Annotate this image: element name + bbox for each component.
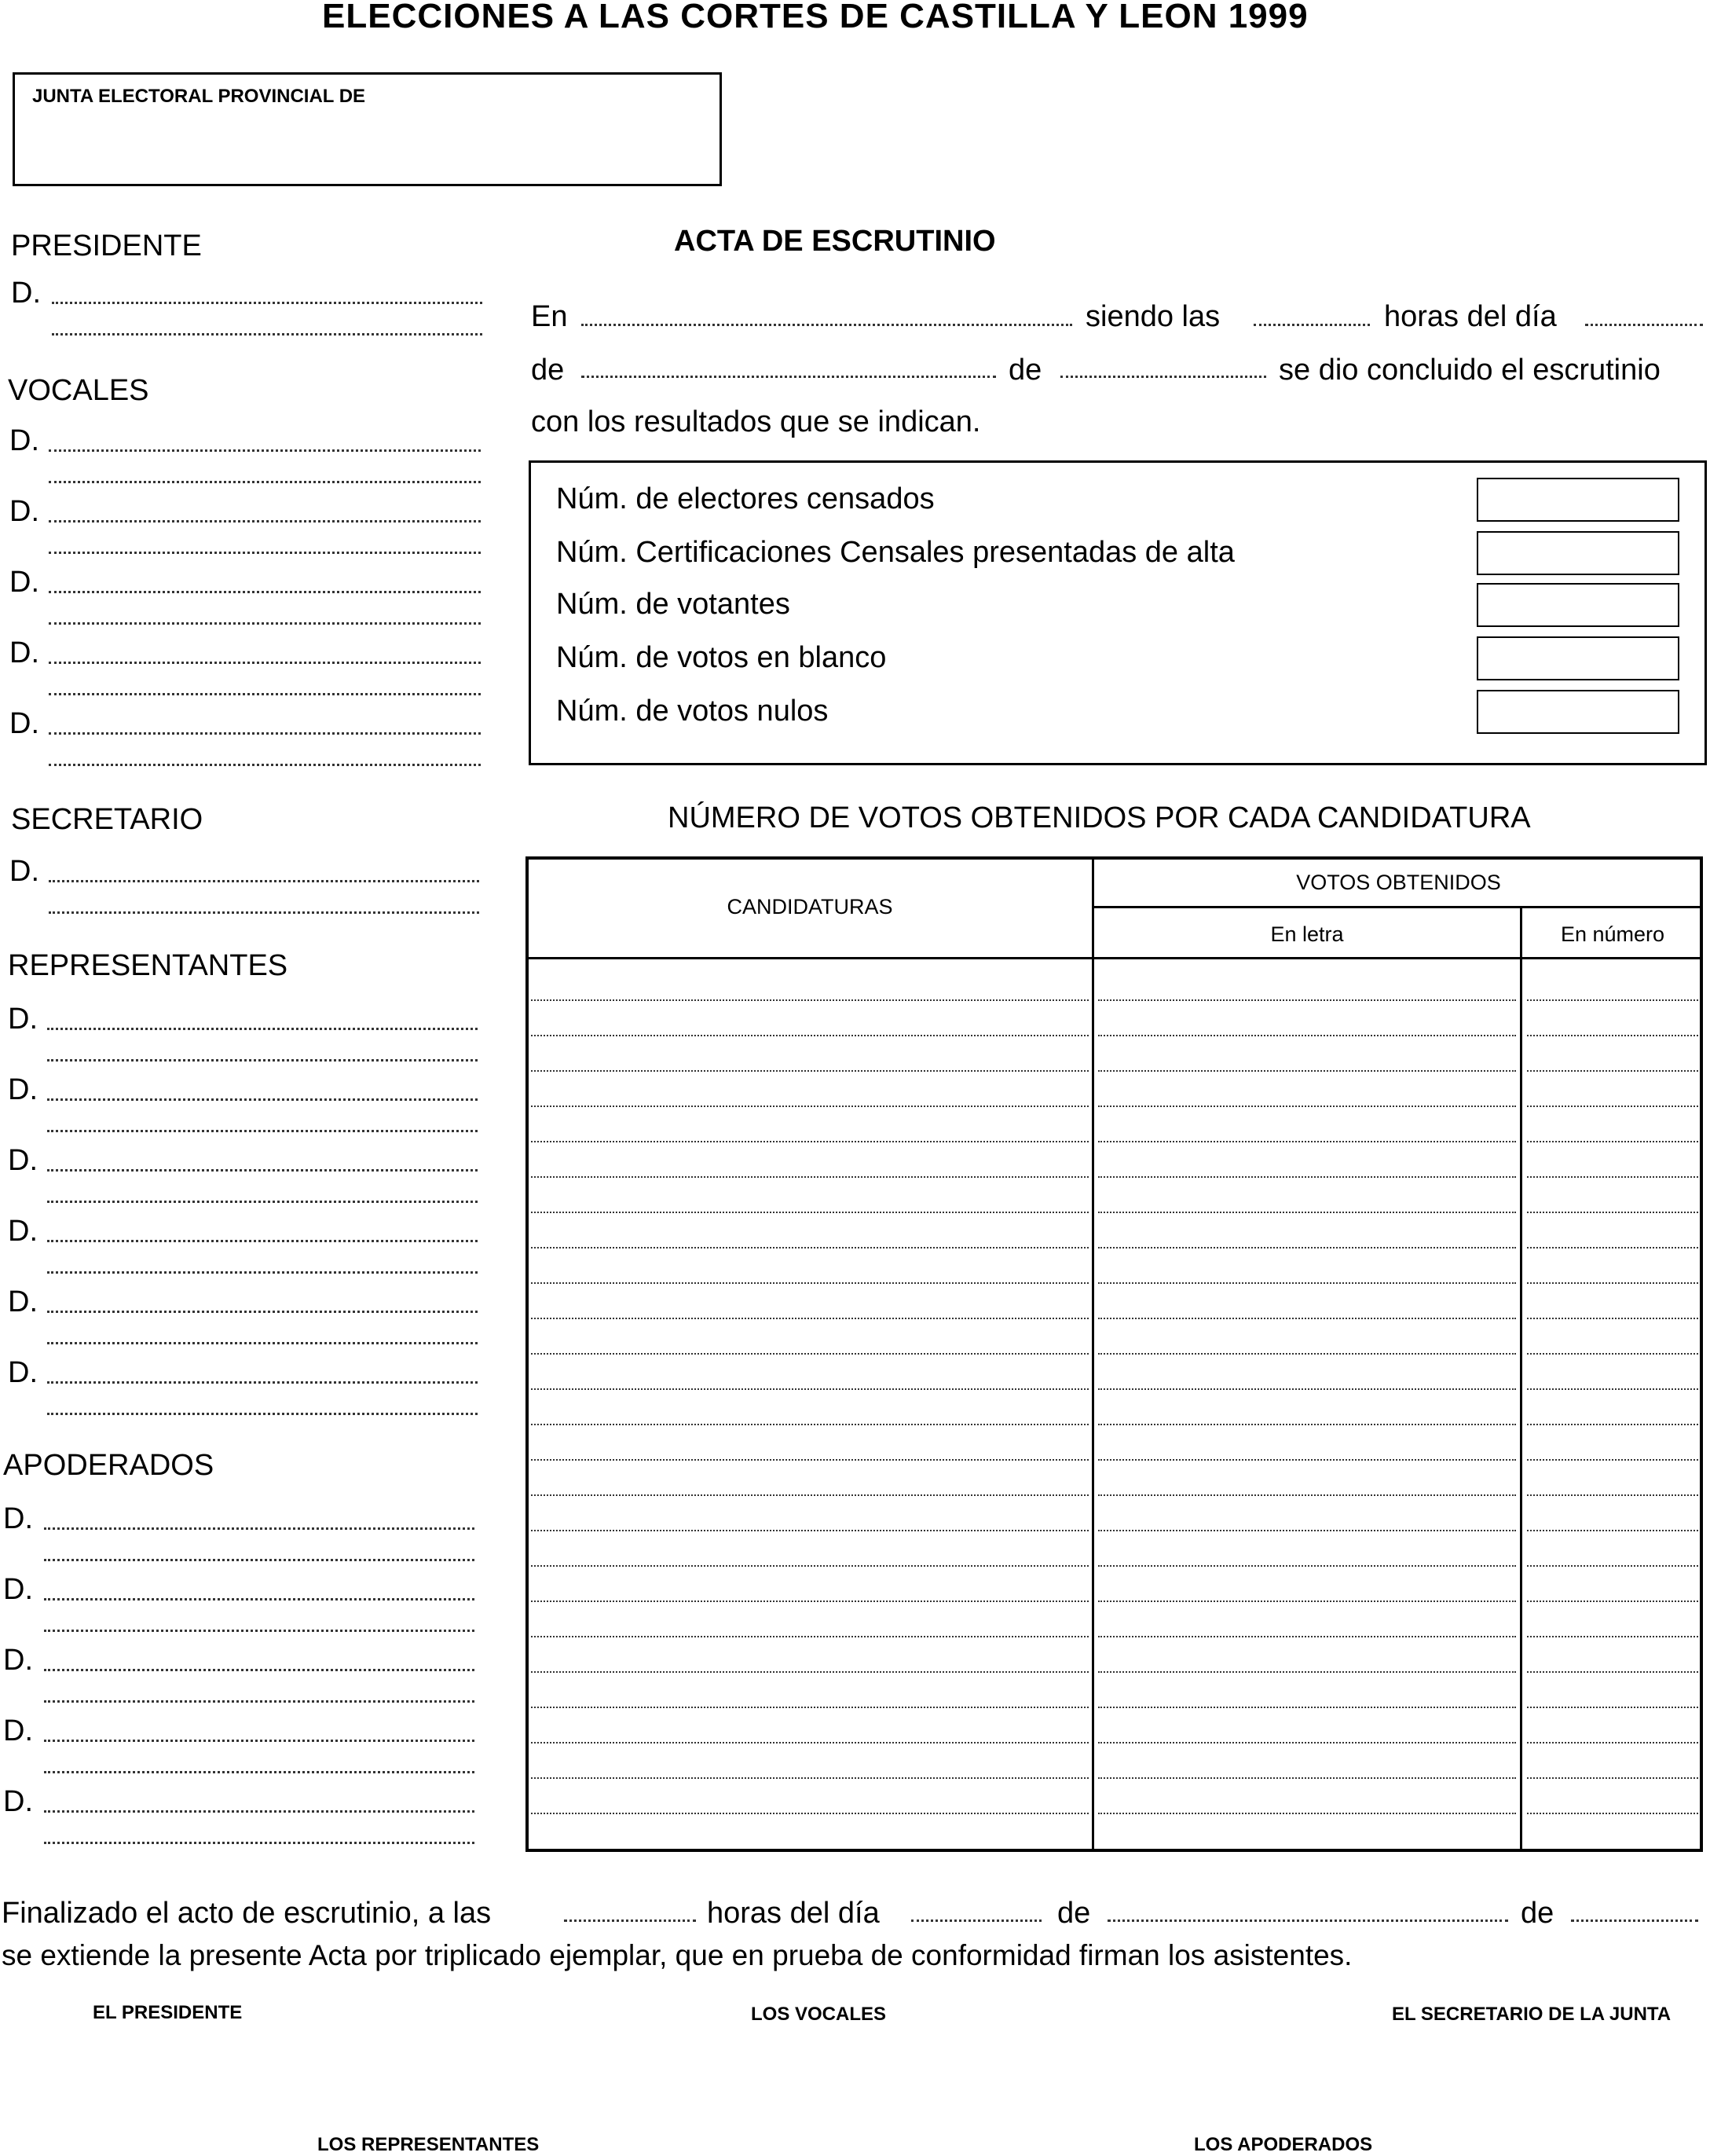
apoderados-heading: APODERADOS [3, 1449, 214, 1482]
votos-numero-field[interactable] [1527, 1565, 1698, 1567]
signature-vocales-label: LOS VOCALES [751, 2004, 887, 2025]
votos-letra-field[interactable] [1098, 1600, 1516, 1602]
signature-secretario-label: EL SECRETARIO DE LA JUNTA [1392, 2004, 1672, 2025]
votos-letra-field[interactable] [1098, 1247, 1516, 1248]
vocal-d-label: D. [9, 636, 39, 669]
footer-finalizado-label: Finalizado el acto de escrutinio, a las [2, 1897, 492, 1930]
votos-letra-field[interactable] [1098, 1671, 1516, 1673]
votos-letra-field[interactable] [1098, 1141, 1516, 1142]
votos-numero-field[interactable] [1527, 1424, 1698, 1425]
votos-letra-field[interactable] [1098, 1742, 1516, 1744]
apoderado-name-field[interactable] [44, 1527, 474, 1530]
representante-name-continuation[interactable] [47, 1059, 478, 1062]
candidatura-row-field[interactable] [531, 1212, 1089, 1213]
vocal-name-field[interactable] [49, 591, 481, 593]
votos-letra-field[interactable] [1098, 1282, 1516, 1284]
col-letra-header: En letra [1270, 922, 1344, 946]
votos-letra-field[interactable] [1098, 1530, 1516, 1531]
acta-month-field[interactable] [581, 376, 996, 378]
presidente-heading: PRESIDENTE [11, 229, 202, 262]
candidatura-row-field[interactable] [531, 1671, 1089, 1673]
representante-name-field[interactable] [47, 1240, 478, 1242]
apoderado-name-field[interactable] [44, 1669, 474, 1671]
candidatura-row-field[interactable] [531, 1141, 1089, 1142]
votos-letra-field[interactable] [1098, 1813, 1516, 1814]
count-label: Núm. de votos nulos [556, 695, 829, 728]
candidatura-row-field[interactable] [531, 1388, 1089, 1390]
votos-letra-field[interactable] [1098, 1212, 1516, 1213]
votos-letra-field[interactable] [1098, 1388, 1516, 1390]
candidatura-row-field[interactable] [531, 1035, 1089, 1036]
votos-numero-field[interactable] [1527, 1070, 1698, 1072]
representante-name-field[interactable] [47, 1311, 478, 1313]
votos-letra-field[interactable] [1098, 1707, 1516, 1708]
votos-numero-field[interactable] [1527, 1282, 1698, 1284]
votos-numero-field[interactable] [1527, 1636, 1698, 1637]
count-label: Núm. de electores censados [556, 482, 935, 515]
document-title: ELECCIONES A LAS CORTES DE CASTILLA Y LEON 1999 [322, 0, 1309, 35]
table-header-mid-rule [1092, 906, 1703, 908]
secretario-d-label: D. [9, 855, 39, 888]
votos-letra-field[interactable] [1098, 1106, 1516, 1107]
footer-horas-label: horas del día [707, 1897, 880, 1930]
votos-numero-field[interactable] [1527, 1530, 1698, 1531]
candidatura-row-field[interactable] [531, 1070, 1089, 1072]
candidatura-row-field[interactable] [531, 999, 1089, 1001]
representante-name-continuation[interactable] [47, 1342, 478, 1344]
candidatura-row-field[interactable] [531, 1707, 1089, 1708]
representante-name-field[interactable] [47, 1028, 478, 1030]
candidatura-row-field[interactable] [531, 1106, 1089, 1107]
representante-name-continuation[interactable] [47, 1413, 478, 1415]
votos-letra-field[interactable] [1098, 1636, 1516, 1637]
representante-d-label: D. [8, 1215, 38, 1248]
votos-letra-field[interactable] [1098, 1424, 1516, 1425]
votos-numero-field[interactable] [1527, 1459, 1698, 1461]
col-votos-header: VOTOS OBTENIDOS [1296, 871, 1501, 894]
representante-name-field[interactable] [47, 1098, 478, 1101]
candidatura-row-field[interactable] [531, 1600, 1089, 1602]
candidatura-row-field[interactable] [531, 1353, 1089, 1355]
acta-year-field[interactable] [1060, 376, 1266, 378]
count-input-box[interactable] [1477, 531, 1679, 575]
acta-en-label: En [531, 300, 568, 333]
candidatura-row-field[interactable] [531, 1494, 1089, 1496]
footer-month-field[interactable] [1108, 1920, 1508, 1922]
apoderado-d-label: D. [3, 1714, 33, 1747]
candidatura-row-field[interactable] [531, 1565, 1089, 1567]
footer-line-2: se extiende la presente Acta por triplicado ejemplar, que en prueba de conformidad firman los asistentes. [2, 1939, 1353, 1971]
apoderado-name-continuation[interactable] [44, 1771, 474, 1773]
candidatura-row-field[interactable] [531, 1318, 1089, 1319]
candidatura-row-field[interactable] [531, 1742, 1089, 1744]
representante-name-field[interactable] [47, 1169, 478, 1172]
votos-letra-field[interactable] [1098, 1494, 1516, 1496]
vocal-d-label: D. [9, 566, 39, 599]
votos-letra-field[interactable] [1098, 999, 1516, 1001]
representante-name-continuation[interactable] [47, 1201, 478, 1203]
table-header-rule [525, 957, 1703, 959]
vocal-name-field[interactable] [49, 662, 481, 664]
apoderado-d-label: D. [3, 1785, 33, 1818]
votos-letra-field[interactable] [1098, 1035, 1516, 1036]
votos-letra-field[interactable] [1098, 1565, 1516, 1567]
apoderado-name-field[interactable] [44, 1810, 474, 1813]
candidatura-row-field[interactable] [531, 1636, 1089, 1637]
vocal-d-label: D. [9, 424, 39, 457]
table-divider-2 [1520, 906, 1522, 1852]
candidatura-row-field[interactable] [531, 1777, 1089, 1779]
apoderado-name-field[interactable] [44, 1598, 474, 1600]
candidatura-row-field[interactable] [531, 1530, 1089, 1531]
vocal-name-field[interactable] [49, 520, 481, 522]
presidente-d-label: D. [11, 277, 41, 310]
footer-de-label-1: de [1057, 1897, 1091, 1930]
vocal-d-label: D. [9, 707, 39, 740]
votos-letra-field[interactable] [1098, 1777, 1516, 1779]
presidente-name-continuation[interactable] [52, 333, 482, 336]
candidatura-row-field[interactable] [531, 1424, 1089, 1425]
votos-letra-field[interactable] [1098, 1070, 1516, 1072]
votos-numero-field[interactable] [1527, 1600, 1698, 1602]
votos-numero-field[interactable] [1527, 1813, 1698, 1814]
vocal-name-continuation[interactable] [49, 622, 481, 625]
acta-hour-field[interactable] [1254, 324, 1370, 326]
apoderado-d-label: D. [3, 1644, 33, 1677]
footer-day-field[interactable] [911, 1920, 1042, 1922]
representante-d-label: D. [8, 1285, 38, 1318]
apoderado-name-continuation[interactable] [44, 1842, 474, 1844]
count-label: Núm. de votos en blanco [556, 641, 887, 674]
acta-concluido-label: se dio concluido el escrutinio [1279, 354, 1661, 387]
acta-title: ACTA DE ESCRUTINIO [674, 225, 996, 258]
footer-year-field[interactable] [1571, 1920, 1698, 1922]
signature-presidente-label: EL PRESIDENTE [93, 2002, 243, 2023]
candidatura-row-field[interactable] [531, 1459, 1089, 1461]
votos-numero-field[interactable] [1527, 1388, 1698, 1390]
apoderado-name-continuation[interactable] [44, 1559, 474, 1561]
representante-d-label: D. [8, 1144, 38, 1177]
secretario-heading: SECRETARIO [11, 803, 203, 836]
presidente-name-field[interactable] [52, 302, 482, 304]
apoderado-name-field[interactable] [44, 1740, 474, 1742]
vocal-name-continuation[interactable] [49, 552, 481, 554]
junta-electoral-label: JUNTA ELECTORAL PROVINCIAL DE [32, 86, 366, 107]
vocal-name-continuation[interactable] [49, 481, 481, 483]
apoderado-name-continuation[interactable] [44, 1700, 474, 1703]
votos-numero-field[interactable] [1527, 1777, 1698, 1779]
candidatura-row-field[interactable] [531, 1282, 1089, 1284]
representante-name-field[interactable] [47, 1381, 478, 1384]
footer-hour-field[interactable] [564, 1920, 696, 1922]
secretario-name-field[interactable] [49, 880, 479, 882]
votos-numero-field[interactable] [1527, 1353, 1698, 1355]
apoderado-d-label: D. [3, 1502, 33, 1535]
count-input-box[interactable] [1477, 583, 1679, 627]
representantes-heading: REPRESENTANTES [8, 949, 288, 982]
votos-numero-field[interactable] [1527, 1106, 1698, 1107]
votos-numero-field[interactable] [1527, 1494, 1698, 1496]
votos-numero-field[interactable] [1527, 1035, 1698, 1036]
secretario-name-continuation[interactable] [49, 911, 479, 914]
votos-numero-field[interactable] [1527, 999, 1698, 1001]
count-input-box[interactable] [1477, 478, 1679, 522]
votos-numero-field[interactable] [1527, 1141, 1698, 1142]
acta-place-field[interactable] [581, 324, 1072, 326]
representante-d-label: D. [8, 1003, 38, 1036]
votos-numero-field[interactable] [1527, 1318, 1698, 1319]
vocal-d-label: D. [9, 495, 39, 528]
votos-letra-field[interactable] [1098, 1459, 1516, 1461]
vocal-name-field[interactable] [49, 449, 481, 452]
acta-line-3: con los resultados que se indican. [531, 405, 981, 438]
votes-heading: NÚMERO DE VOTOS OBTENIDOS POR CADA CANDIDATURA [668, 801, 1531, 834]
votos-numero-field[interactable] [1527, 1707, 1698, 1708]
vocal-name-field[interactable] [49, 732, 481, 735]
votos-letra-field[interactable] [1098, 1176, 1516, 1178]
count-input-box[interactable] [1477, 636, 1679, 680]
acta-day-field[interactable] [1585, 324, 1703, 326]
col-candidaturas-header: CANDIDATURAS [727, 895, 893, 918]
votos-numero-field[interactable] [1527, 1176, 1698, 1178]
junta-electoral-box[interactable] [13, 72, 722, 186]
votos-numero-field[interactable] [1527, 1671, 1698, 1673]
acta-horas-label: horas del día [1384, 300, 1557, 333]
signature-representantes-label: LOS REPRESENTANTES [317, 2134, 540, 2155]
representante-name-continuation[interactable] [47, 1271, 478, 1274]
acta-de-label-1: de [531, 354, 565, 387]
candidatura-row-field[interactable] [531, 1176, 1089, 1178]
votos-letra-field[interactable] [1098, 1318, 1516, 1319]
votos-numero-field[interactable] [1527, 1247, 1698, 1248]
vocales-heading: VOCALES [8, 374, 149, 407]
table-divider-1 [1092, 856, 1094, 1852]
count-label: Núm. Certificaciones Censales presentadas de alta [556, 536, 1235, 569]
representante-name-continuation[interactable] [47, 1130, 478, 1132]
vocal-name-continuation[interactable] [49, 693, 481, 695]
acta-de-label-2: de [1009, 354, 1042, 387]
apoderado-name-continuation[interactable] [44, 1630, 474, 1632]
votos-numero-field[interactable] [1527, 1742, 1698, 1744]
votos-numero-field[interactable] [1527, 1212, 1698, 1213]
candidatura-row-field[interactable] [531, 1247, 1089, 1248]
representante-d-label: D. [8, 1356, 38, 1389]
signature-apoderados-label: LOS APODERADOS [1194, 2134, 1373, 2155]
representante-d-label: D. [8, 1073, 38, 1106]
count-label: Núm. de votantes [556, 588, 790, 621]
col-numero-header: En número [1560, 922, 1665, 946]
footer-de-label-2: de [1521, 1897, 1554, 1930]
apoderado-d-label: D. [3, 1573, 33, 1606]
count-input-box[interactable] [1477, 690, 1679, 734]
acta-siendo-label: siendo las [1086, 300, 1221, 333]
vocal-name-continuation[interactable] [49, 764, 481, 766]
candidatura-row-field[interactable] [531, 1813, 1089, 1814]
votos-letra-field[interactable] [1098, 1353, 1516, 1355]
